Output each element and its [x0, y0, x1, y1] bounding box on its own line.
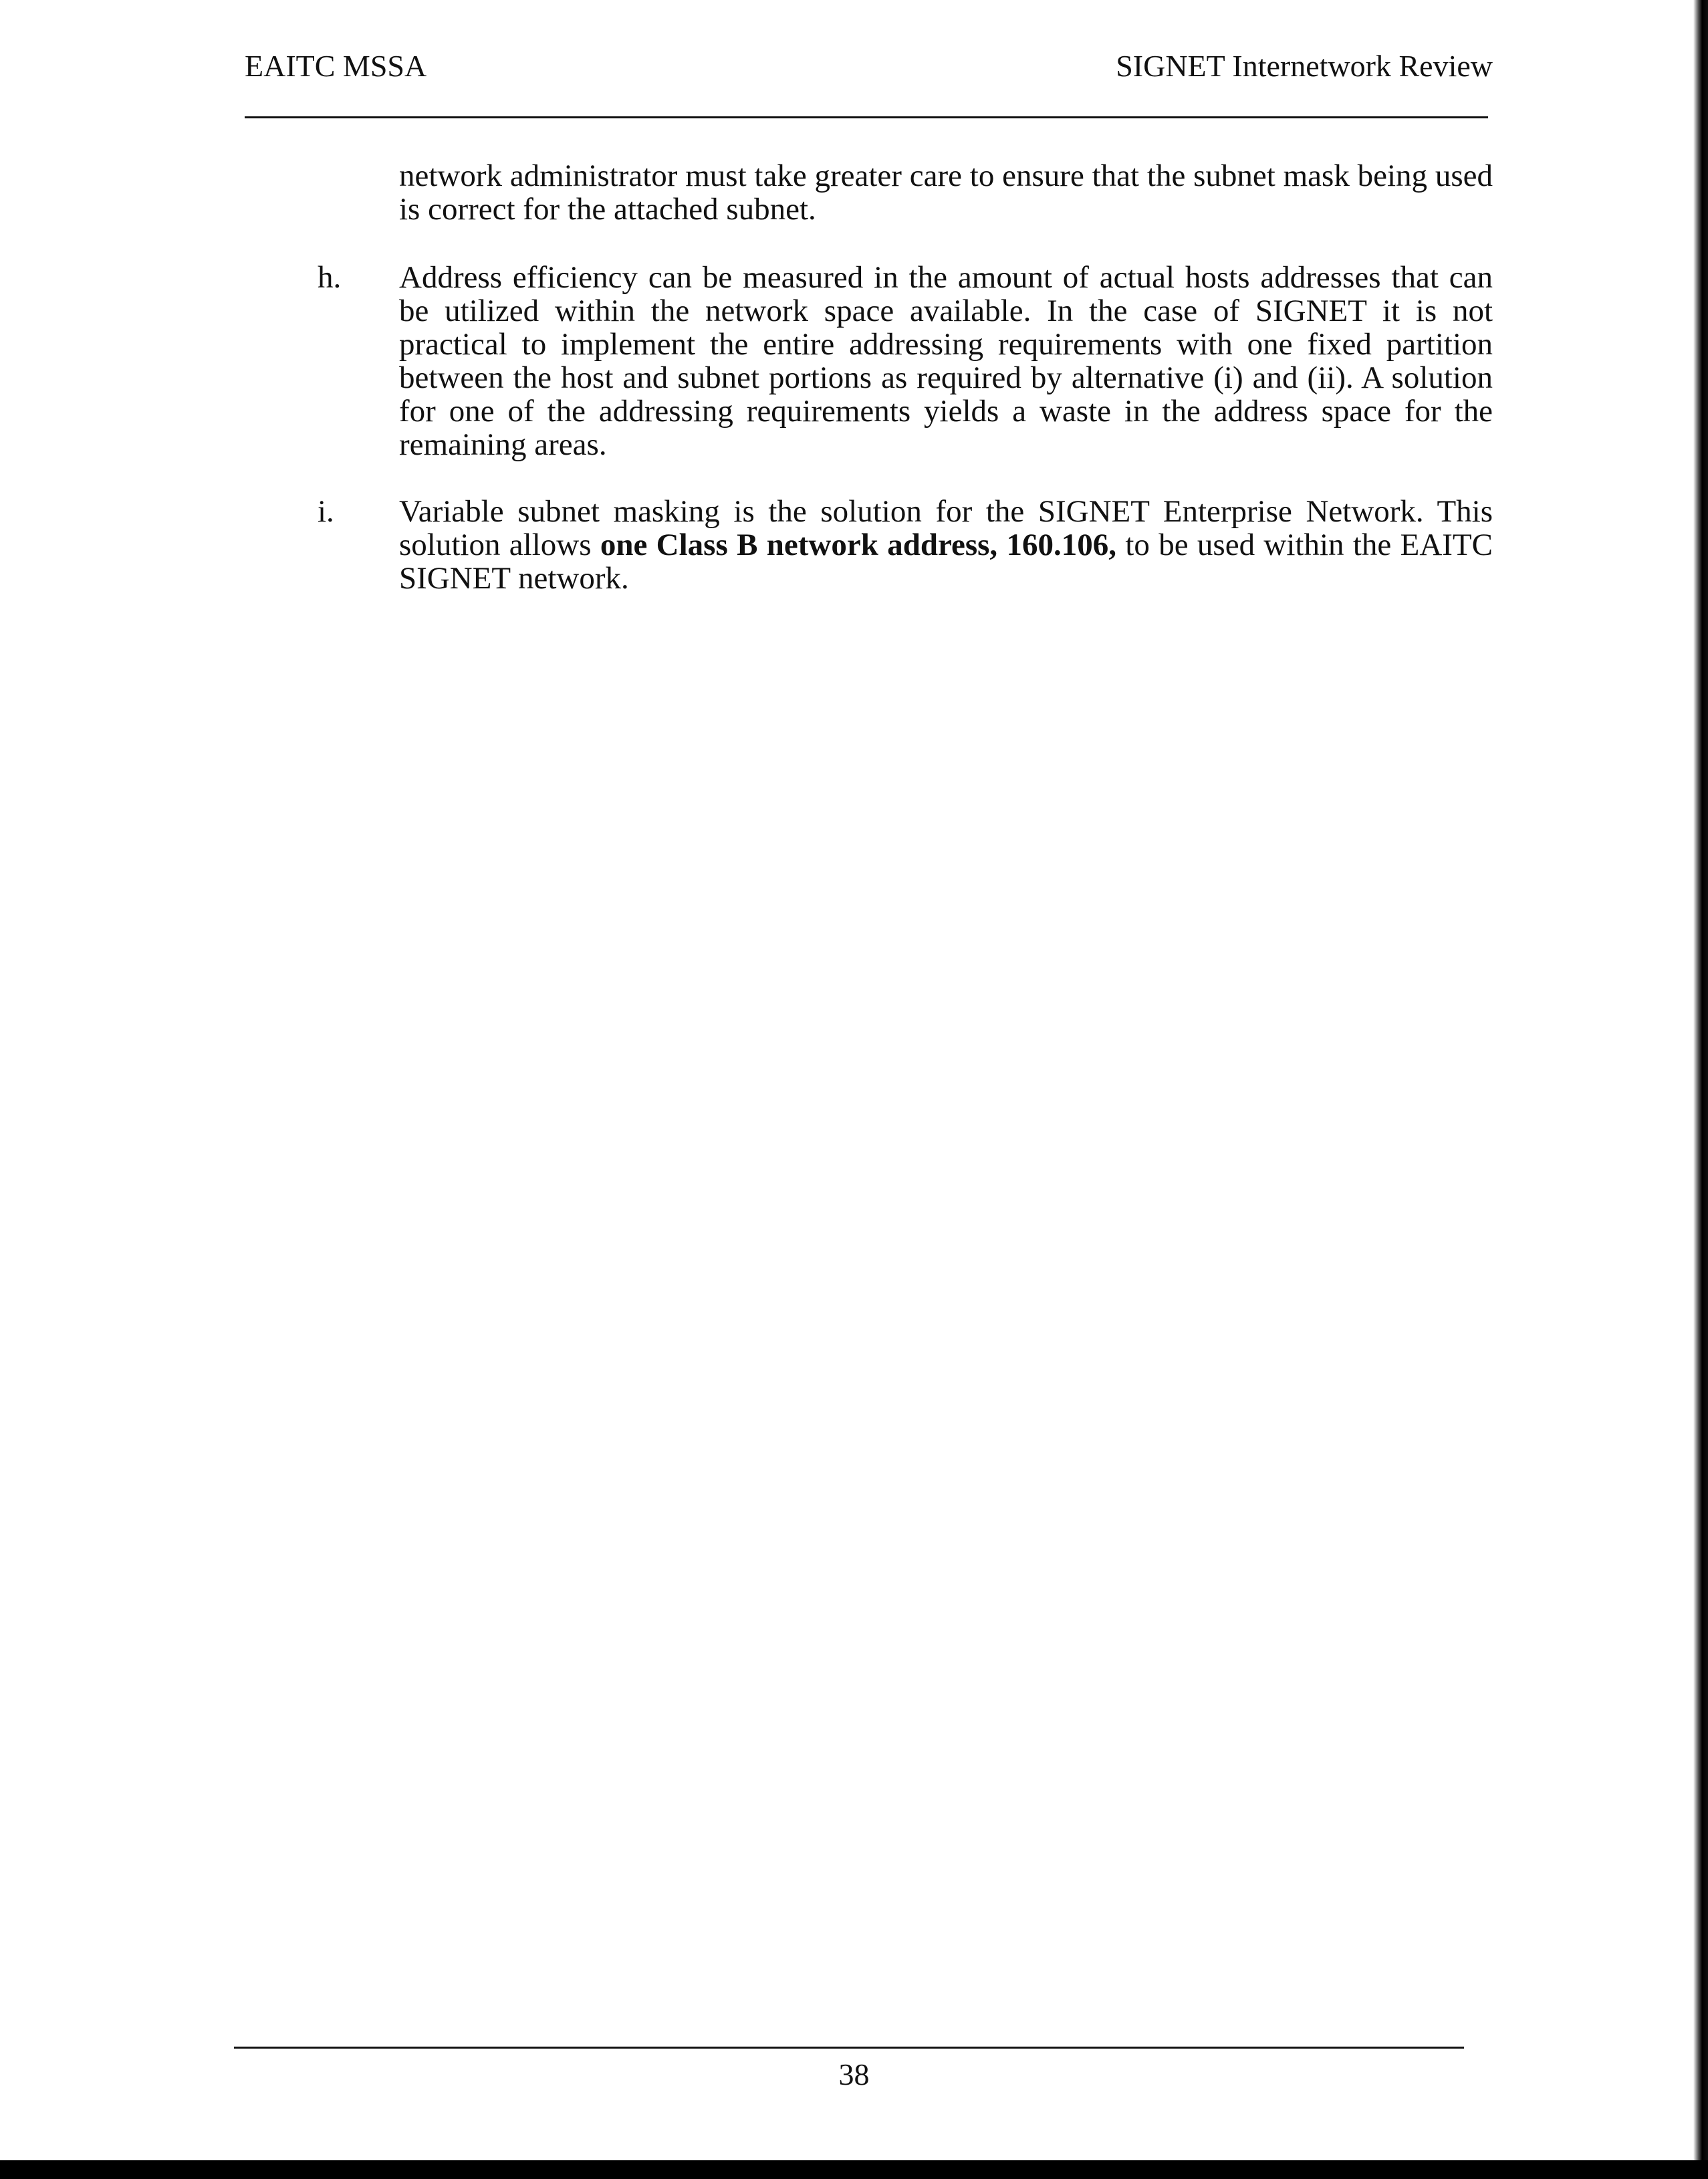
list-item-text	[399, 495, 1493, 595]
list-item-text-part: to be used within the EAITC SIGNET network.	[399, 528, 1493, 596]
header-document-title: SIGNET Internetwork Review	[1116, 49, 1493, 83]
header-divider	[245, 116, 1488, 118]
emphasized-network-address: one Class B network address, 160.106,	[600, 528, 1117, 562]
page-number: 38	[838, 2057, 870, 2091]
continuation-paragraph: network administrator must take greater care to ensure that the subnet mask being used is correct for the attached subnet.	[399, 158, 1493, 227]
list-marker: h.	[318, 260, 342, 295]
list-marker: i.	[318, 494, 334, 529]
footer-divider	[234, 2047, 1464, 2049]
header-organization: EAITC MSSA	[245, 49, 427, 83]
scan-border-bottom	[0, 2160, 1708, 2179]
list-item-text: Address efficiency can be measured in the amount of actual hosts addresses that can be utilized within the network space available. In the case of SIGNET it is not practical to implement the entire addressing requirements with one fixed partition between the host and subnet portions as required by alternative (i) and (ii). A solution for one of the addressing requirements yields a waste in the address space for the remaining areas.	[399, 260, 1493, 462]
list-item-text-part: Variable subnet masking is the solution for the SIGNET Enterprise Network. This solution allows	[399, 494, 1493, 562]
scan-border-right	[1693, 0, 1708, 2179]
